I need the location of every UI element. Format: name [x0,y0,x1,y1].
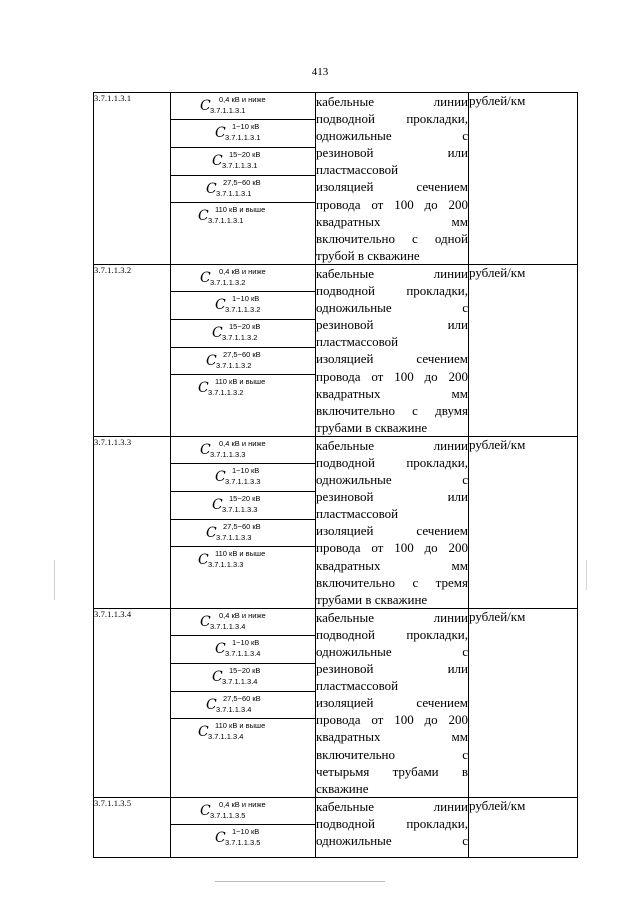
rate-symbol [171,636,315,664]
description-line: пластмассовой [316,162,399,178]
rate-symbol-letter: C [200,269,211,286]
row-description [316,797,469,857]
rate-symbol [171,464,315,492]
rate-index: 3.7.1.1.3.3 [210,449,246,459]
rate-symbol-letter: C [215,829,226,846]
row-unit: рублей/км [469,608,578,797]
table-row [94,797,578,857]
rate-symbol-letter: C [212,668,223,685]
description-line: одножильные с [316,644,468,659]
description-line: изоляцией сечением [316,351,468,367]
rate-symbol-letter: C [215,296,226,313]
table-body [94,93,578,858]
row-unit: рублей/км [469,93,578,265]
voltage-class: 0,4 кВ и ниже [219,95,266,104]
voltage-class: 0,4 кВ и ниже [219,610,266,620]
rate-index: 3.7.1.1.3.4 [208,731,244,741]
voltage-class: 15−20 кВ [229,321,261,331]
description-line: кабельные линии [316,609,468,625]
rate-symbol-letter: C [206,352,217,369]
row-code: 3.7.1.1.3.5 [94,797,171,857]
voltage-class: 1−10 кВ [232,465,260,475]
description-line: кабельные линии [316,265,468,281]
rate-index: 3.7.1.1.3.2 [222,332,258,342]
description-line: провода от 100 до 200 [316,540,468,556]
description-line: квадратных мм [316,557,468,573]
description-line: одножильные с [316,300,468,316]
rate-symbols-cell [171,797,316,857]
rate-symbol [171,437,315,464]
rate-symbol [171,692,315,719]
description-line: одножильные с [316,833,468,849]
description-line: изоляцией сечением [316,523,468,539]
voltage-class: 27,5−60 кВ [223,349,261,359]
rate-symbol [171,203,315,230]
description-line: провода от 100 до 200 [316,712,468,728]
row-description [316,436,469,608]
rate-index: 3.7.1.1.3.5 [225,837,261,847]
rate-symbol-letter: C [206,524,217,541]
description-line: квадратных мм [316,213,468,229]
row-code: 3.7.1.1.3.1 [94,93,171,265]
description-line: кабельные линии [316,798,468,814]
rate-symbol [171,492,315,520]
rate-index: 3.7.1.1.3.5 [210,810,246,820]
rate-symbol [171,547,315,574]
description-line: трубами в скважине [316,419,428,435]
rate-symbol [171,375,315,402]
rate-symbol-letter: C [198,723,209,740]
tariff-table [93,92,578,858]
voltage-class: 1−10 кВ [232,122,260,131]
rate-symbols-cell [171,264,316,436]
rate-symbol-letter: C [206,181,217,197]
rate-symbol [171,148,315,176]
voltage-class: 0,4 кВ и ниже [219,266,266,276]
rate-symbol-letter: C [215,468,226,485]
description-line: пластмассовой [316,334,399,350]
description-line: резиновой или [316,145,468,161]
description-line: подводной прокладки, [316,283,468,299]
rate-index: 3.7.1.1.3.2 [208,387,244,397]
description-line: одножильные с [316,128,468,144]
rate-symbols-cell [171,436,316,608]
rate-symbol [171,320,315,348]
rate-symbol-letter: C [200,441,211,458]
rate-index: 3.7.1.1.3.1 [210,106,246,115]
rate-symbol [171,798,315,825]
row-description [316,608,469,797]
voltage-class: 27,5−60 кВ [223,521,261,531]
description-line: трубами в скважине [316,591,428,607]
rate-index: 3.7.1.1.3.2 [210,277,246,287]
voltage-class: 15−20 кВ [229,665,261,675]
rate-symbol-letter: C [215,125,226,141]
description-line: кабельные линии [316,94,468,109]
rate-symbol [171,348,315,375]
voltage-class: 27,5−60 кВ [223,178,261,187]
rate-symbols-cell [171,608,316,797]
table-row [94,608,578,797]
rate-symbol-letter: C [198,551,209,568]
description-line: включительно с двумя [316,402,468,418]
rate-symbol [171,719,315,746]
description-line: включительно с тремя [316,574,468,590]
description-line: резиновой или [316,489,468,505]
row-description [316,93,469,265]
rate-symbol-letter: C [200,98,211,114]
voltage-class: 1−10 кВ [232,826,260,836]
scan-mark [54,560,55,600]
rate-index: 3.7.1.1.3.3 [216,532,252,542]
rate-index: 3.7.1.1.3.4 [210,621,246,631]
rate-symbol-letter: C [215,640,226,657]
rate-symbol [171,520,315,547]
rate-symbol [171,664,315,692]
voltage-class: 1−10 кВ [232,637,260,647]
rate-symbols-cell [171,93,316,265]
rate-symbol [171,120,315,148]
rate-symbol-letter: C [198,208,209,224]
rate-symbol [171,176,315,203]
rate-index: 3.7.1.1.3.4 [222,676,258,686]
row-unit: рублей/км [469,797,578,857]
description-line: подводной прокладки, [316,454,468,470]
description-line: пластмассовой [316,678,399,694]
page-bottom-rule [215,881,385,882]
description-line: квадратных мм [316,385,468,401]
voltage-class: 15−20 кВ [229,493,261,503]
row-unit: рублей/км [469,436,578,608]
voltage-class: 0,4 кВ и ниже [219,438,266,448]
row-unit: рублей/км [469,264,578,436]
rate-symbol-letter: C [212,496,223,513]
rate-symbol-letter: C [200,802,211,819]
table-row [94,264,578,436]
rate-index: 3.7.1.1.3.3 [222,504,258,514]
rate-index: 3.7.1.1.3.1 [222,161,258,170]
description-line: трубой в скважине [316,247,420,263]
description-line: включительно с одной [316,230,468,246]
rate-index: 3.7.1.1.3.1 [208,216,244,225]
voltage-class: 110 кВ и выше [215,205,266,214]
table-row [94,93,578,265]
rate-symbol [171,265,315,292]
rate-symbol-letter: C [212,153,223,169]
description-line: резиновой или [316,661,468,677]
voltage-class: 110 кВ и выше [215,376,266,386]
voltage-class: 110 кВ и выше [215,548,266,558]
voltage-class: 0,4 кВ и ниже [219,799,266,809]
description-line: кабельные линии [316,437,468,453]
rate-symbol [171,609,315,636]
description-line: провода от 100 до 200 [316,368,468,384]
description-line: резиновой или [316,317,468,333]
rate-index: 3.7.1.1.3.4 [216,704,252,714]
description-line: квадратных мм [316,729,468,745]
row-code: 3.7.1.1.3.2 [94,264,171,436]
voltage-class: 110 кВ и выше [215,720,266,730]
voltage-class: 15−20 кВ [229,150,261,159]
description-line: подводной прокладки, [316,111,468,127]
rate-index: 3.7.1.1.3.1 [216,189,252,198]
description-line: скважине [316,780,369,796]
row-code: 3.7.1.1.3.4 [94,608,171,797]
rate-index: 3.7.1.1.3.1 [225,133,261,142]
row-description [316,264,469,436]
rate-index: 3.7.1.1.3.2 [216,360,252,370]
rate-symbol [171,825,315,852]
description-line: провода от 100 до 200 [316,196,468,212]
description-line: включительно с [316,746,468,762]
description-line: одножильные с [316,472,468,488]
scan-mark [586,560,587,590]
page-number: 413 [311,66,329,78]
rate-symbol-letter: C [200,613,211,630]
rate-symbol [171,292,315,320]
description-line: изоляцией сечением [316,179,468,195]
table-row [94,436,578,608]
description-line: подводной прокладки, [316,815,468,831]
description-line: подводной прокладки, [316,626,468,642]
rate-index: 3.7.1.1.3.3 [225,476,261,486]
voltage-class: 27,5−60 кВ [223,693,261,703]
row-code: 3.7.1.1.3.3 [94,436,171,608]
rate-symbol-letter: C [206,696,217,713]
description-line: пластмассовой [316,506,399,522]
rate-index: 3.7.1.1.3.2 [225,304,261,314]
description-line: изоляцией сечением [316,695,468,711]
rate-symbol [171,93,315,120]
rate-index: 3.7.1.1.3.3 [208,559,244,569]
rate-symbol-letter: C [198,379,209,396]
voltage-class: 1−10 кВ [232,293,260,303]
description-line: четырьмя трубами в [316,763,468,779]
rate-symbol-letter: C [212,324,223,341]
rate-index: 3.7.1.1.3.4 [225,648,261,658]
